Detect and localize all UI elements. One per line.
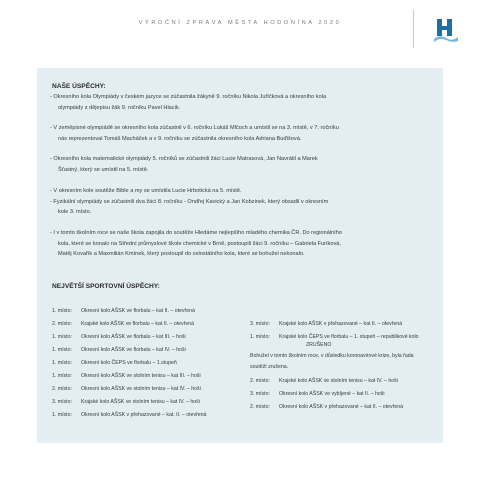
result-description: Okresní kolo AŠSK ve stolním tenisu – kat III. – hoši xyxy=(81,373,201,379)
report-header-title: VÝROČNÍ ZPRÁVA MĚSTA HODONÍNA 2020 xyxy=(138,20,342,26)
paragraph-line: Šťastný, který se umístil na 5. místě. xyxy=(58,166,149,173)
paragraph-line: - Okresního kola matematické olympiády 5. ročníků se zúčastnili žáci Lucie Matrasová, Jan Navrátil a Marek xyxy=(50,156,318,162)
result-place: 1. místo: xyxy=(52,412,72,418)
achievements-title: NAŠE ÚSPĚCHY: xyxy=(52,83,106,90)
result-place: 2. místo: xyxy=(52,386,72,392)
result-place: 1. místo: xyxy=(52,308,72,314)
result-description: Okresní kolo ČEPS ve florbalu – 1.stupeň xyxy=(81,360,177,366)
result-description: Okresní kolo AŠSK ve florbalu – kat IV. – hoši xyxy=(81,347,186,353)
result-place: 1. místo: xyxy=(52,373,72,379)
achievement-paragraph xyxy=(50,154,428,175)
sports-title: NEJVĚTŠÍ SPORTOVNÍ ÚSPĚCHY: xyxy=(52,283,160,290)
result-place: 2. místo: xyxy=(250,378,270,384)
covid-note: soutěží zrušena. xyxy=(250,364,289,370)
result-description: Okresní kolo AŠSK ve florbalu – kat III. – hoši xyxy=(81,334,186,340)
result-description: Okresní kolo AŠSK ve stolním tenisu – kat IV. – hoši xyxy=(81,386,201,392)
paragraph-line: olympiády z dějepisu žák 9. ročníku Pavel Hlacik. xyxy=(58,104,181,111)
result-description: Krajské kolo AŠSK ve florbalu – kat II. – otevřená xyxy=(81,321,195,327)
result-description: Okresní kolo AŠSK v přehazované – kat. II. – otevřená xyxy=(81,412,207,418)
paragraph-line: - Fyzikální olympiády se zúčastnili dva žáci 8. ročníku - Ondřej Kavický a Jan Kobzinek, který obsadil v okresním xyxy=(50,198,329,205)
result-place: 1. místo: xyxy=(250,334,270,340)
achievement-paragraph xyxy=(50,228,428,260)
paragraph-line: - V okresním kole soutěže Bible a my se umístila Lucie Hrbotická na 5. místě. xyxy=(50,188,242,194)
paragraph-line: kole 3. místo. xyxy=(58,209,92,215)
result-place: 1. místo: xyxy=(52,334,72,340)
result-description: Okresní kolo AŠSK v přehazované – kat II. – otevřená xyxy=(279,404,403,410)
result-place: 3. místo: xyxy=(250,321,270,327)
paragraph-line: kola, které se konalo na Střední průmyslové škole chemické v Brně, postoupili žáci 9. ročníku – Gabriela Furíková, xyxy=(58,240,341,247)
paragraph-line: Matěj Kovařík a Maxmilián Kmínek, který postoupil do celostátního kola, které se bohužel nekonalo. xyxy=(58,251,305,257)
result-place: 2. místo: xyxy=(52,321,72,327)
result-place: 3. místo: xyxy=(52,399,72,405)
result-description: Okresní kolo AŠSK ve vybíjené – kat II. – hoši xyxy=(279,391,385,397)
paragraph-line: - Okresního kola Olympiády v českém jazyce se zúčastnila žákyně 9. ročníku Nikola Juříčková a okresního kola xyxy=(50,94,327,100)
result-description: Krajské kolo AŠSK ve stolním tenisu – kat IV. – hoši xyxy=(279,378,398,384)
result-description: Krajské kolo ČEPS ve florbalu – 1. stupeň – republikové kolo xyxy=(279,334,419,340)
header-divider xyxy=(413,10,414,48)
result-place: 1. místo: xyxy=(52,347,72,353)
result-description: Krajské kolo AŠSK ve stolním tenisu – kat IV. – hoši xyxy=(81,399,200,405)
achievement-paragraph xyxy=(50,92,428,113)
paragraph-line: nás reprezentoval Tomáš Macháček a v 9. ročníku se zúčastnila okresního kola Adriana Buďišová. xyxy=(58,135,302,142)
hodonin-h-logo-icon xyxy=(432,17,460,43)
result-description: Okresní kolo AŠSK ve florbalu – kat II. – otevřená xyxy=(81,308,195,314)
result-place: 3. místo: xyxy=(250,391,270,397)
achievement-paragraph xyxy=(50,123,428,144)
paragraph-line: - V zeměpisné olympiádě se okresního kola zúčastnil v 6. ročníku Lukáš Mlčoch a umístil se na 3. místě, v 7. ročníku xyxy=(50,125,339,131)
achievement-paragraph xyxy=(50,186,428,218)
covid-note: Bohužel v tomto školním roce, v důsledku koronavirové krize, byla řada xyxy=(250,353,414,359)
cancelled-label: ZRUŠENO xyxy=(306,342,332,348)
result-place: 2. místo: xyxy=(250,404,270,410)
result-place: 1. místo: xyxy=(52,360,72,366)
result-description: Krajské kolo AŠSK v přehazované – kat II. – otevřená xyxy=(279,321,403,327)
paragraph-line: - I v tomto školním roce se naše škola zapojila do soutěže Hledáme nejlepšího mladého chemika ČR. Do regionálního xyxy=(50,230,342,236)
